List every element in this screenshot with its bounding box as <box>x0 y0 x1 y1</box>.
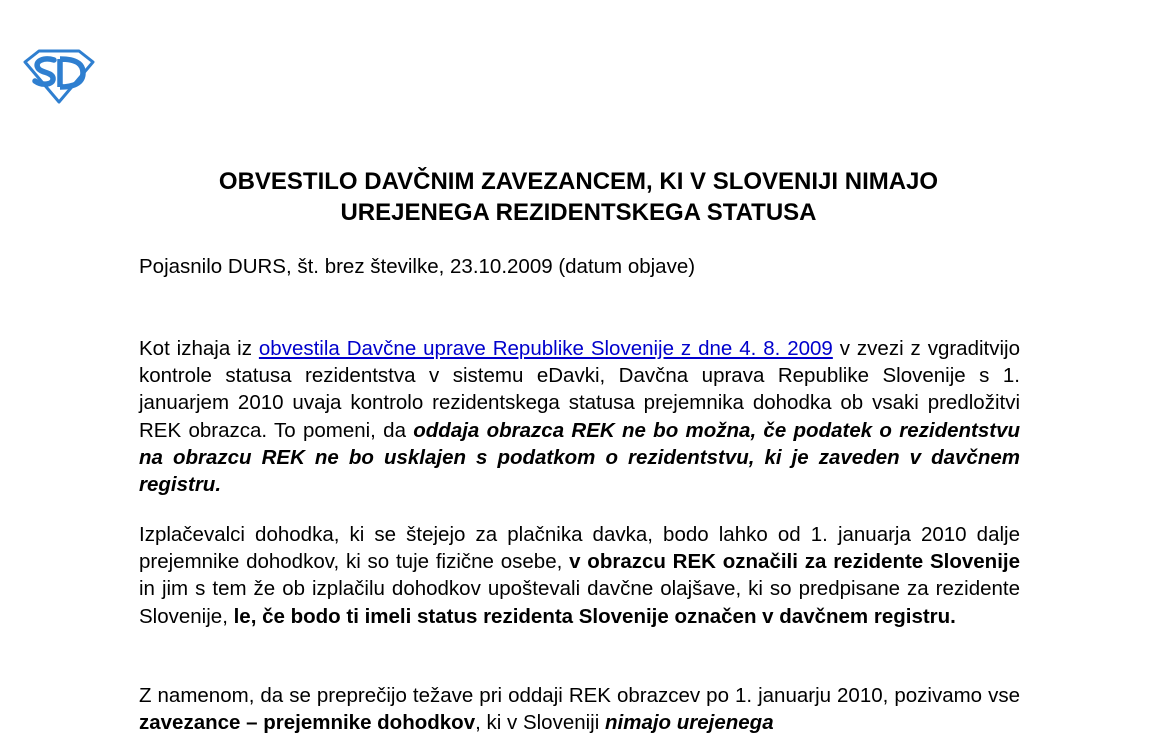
p1-text-2: v zvezi z vgraditvijo kontrole statusa rezidentstva v sistemu eDavki, Davčna uprava Republike Slovenije s 1. januarjem 2010 uvaja kontrolo rezidentskega statusa prejemnika dohodka ob vsaki predložitvi REK obrazca. To pomeni, da <box>139 337 1020 442</box>
document-subtitle: Pojasnilo DURS, št. brez številke, 23.10.2009 (datum objave) <box>139 255 696 278</box>
p3-text-2: , ki v Sloveniji <box>475 711 605 735</box>
p3-emphasis: nimajo urejenega <box>605 711 774 735</box>
p2-bold-2: le, če bodo ti imeli status rezidenta Slovenije označen v davčnem registru. <box>233 604 956 628</box>
document-title <box>120 166 1037 228</box>
title-line-2: UREJENEGA REZIDENTSKEGA STATUSA <box>340 199 817 226</box>
p2-bold-1: v obrazcu REK označili za rezidente Slovenije <box>569 550 1020 574</box>
p3-bold-1: zavezance – prejemnike dohodkov <box>139 711 476 735</box>
paragraph-2 <box>139 521 1020 630</box>
p1-text-1: Kot izhaja iz <box>139 337 259 360</box>
sd-logo-icon <box>22 48 96 104</box>
p3-text-1: Z namenom, da se preprečijo težave pri oddaji REK obrazcev po 1. januarju 2010, pozivamo vse <box>139 684 1020 707</box>
p2-text-2: in jim s tem že ob izplačilu dohodkov upoštevali davčne olajšave, ki so predpisane za rezidente Slovenije, <box>139 577 1020 628</box>
p2-text-1: Izplačevalci dohodka, ki se štejejo za plačnika davka, bodo lahko od 1. januarja 2010 dalje prejemnike dohodkov, ki so tuje fizične osebe, <box>139 523 1020 574</box>
obvestilo-link[interactable]: obvestila Davčne uprave Republike Slovenije z dne 4. 8. 2009 <box>258 337 833 360</box>
title-line-1: OBVESTILO DAVČNIM ZAVEZANCEM, KI V SLOVENIJI NIMAJO <box>218 168 939 195</box>
paragraph-3 <box>139 682 1020 736</box>
p1-emphasis: oddaja obrazca REK ne bo možna, če podatek o rezidentstvu na obrazcu REK ne bo usklajen s podatkom o rezidentstvu, ki je zaveden v davčnem registru. <box>139 418 1020 497</box>
paragraph-1 <box>139 335 1020 498</box>
